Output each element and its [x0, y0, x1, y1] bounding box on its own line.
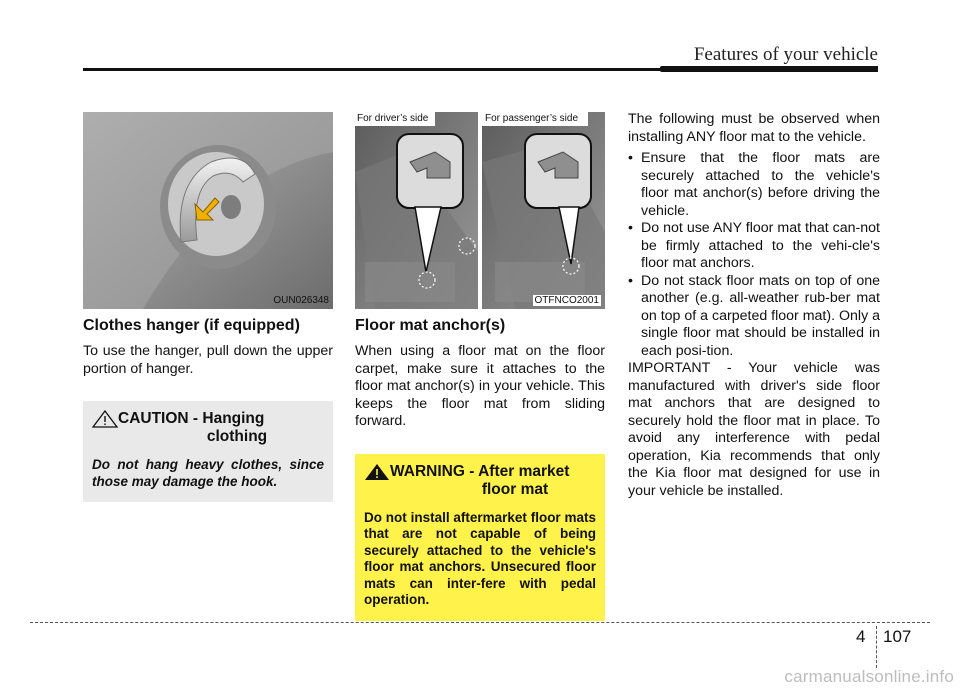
- warning-triangle-icon: [364, 463, 390, 481]
- warning-text: Do not install aftermarket floor mats that are not capable of being securely attached to the vehicle's floor mat anchors. Unsecured floor mats can inter-fere with pedal operation.: [364, 509, 596, 607]
- caution-label-cont: clothing: [206, 428, 268, 445]
- header-rule-accent: [660, 66, 878, 72]
- caution-label: CAUTION - Hanging: [118, 410, 265, 427]
- installation-intro: The following must be observed when installing ANY floor mat to the vehicle.: [628, 111, 880, 145]
- floor-mat-heading: Floor mat anchor(s): [355, 317, 506, 334]
- header-title: Features of your vehicle: [693, 44, 878, 65]
- hanger-photo: [83, 112, 333, 309]
- watermark: carmanualsonline.info: [784, 667, 954, 686]
- list-item: • Do not use ANY floor mat that can-not be firmly attached to the vehi-cle's floor mat anchors.: [628, 220, 880, 271]
- page-divider: [876, 626, 877, 668]
- floor-mat-image-code: OTFNCO2001: [534, 295, 599, 306]
- hanger-column: [83, 112, 333, 502]
- caution-text: Do not hang heavy clothes, since those may damage the hook.: [92, 457, 324, 489]
- list-item: • Do not stack floor mats on top of one another (e.g. all-weather rub-ber mat on top of a carpeted floor mat). Only a single floor mat should be installed in each posi-tion.: [628, 272, 880, 359]
- chapter-number: 4: [856, 627, 866, 646]
- passenger-side-label: For passenger’s side: [485, 113, 579, 124]
- warning-box: [355, 454, 605, 621]
- list-item: • Ensure that the floor mats are securely attached to the vehicle's floor mat anchor(s) before driving the vehicle.: [628, 150, 880, 219]
- floor-mat-column: [355, 112, 605, 621]
- warning-label-cont: floor mat: [481, 480, 549, 498]
- hanger-body: To use the hanger, pull down the upper portion of hanger.: [83, 343, 333, 377]
- installation-column: [628, 111, 880, 500]
- floor-mat-illustration: [355, 112, 605, 309]
- installation-bullets: [628, 150, 880, 360]
- hanger-heading: Clothes hanger (if equipped): [83, 317, 300, 334]
- page-number: 107: [883, 627, 912, 646]
- hanger-image-code: OUN026348: [273, 295, 329, 306]
- footer-rule: [30, 622, 930, 623]
- important-note: IMPORTANT - Your vehicle was manufactured with driver's side floor mat anchors that are designed to securely hold the floor mat in place. To avoid any interference with pedal operation, Kia recommends that only the Kia floor mat designed for use in your vehicle be installed.: [628, 360, 880, 499]
- warning-label: WARNING - After market: [390, 462, 570, 480]
- caution-triangle-icon: [92, 410, 118, 428]
- caution-box: [83, 401, 333, 502]
- floor-mat-body: When using a floor mat on the floor carpet, make sure it attaches to the floor mat anchor(s) in your vehicle. This keeps the floor mat from sliding forward.: [355, 343, 605, 429]
- floor-mat-photo: [355, 112, 605, 309]
- hanger-illustration: [83, 112, 333, 309]
- driver-side-label: For driver’s side: [357, 113, 429, 124]
